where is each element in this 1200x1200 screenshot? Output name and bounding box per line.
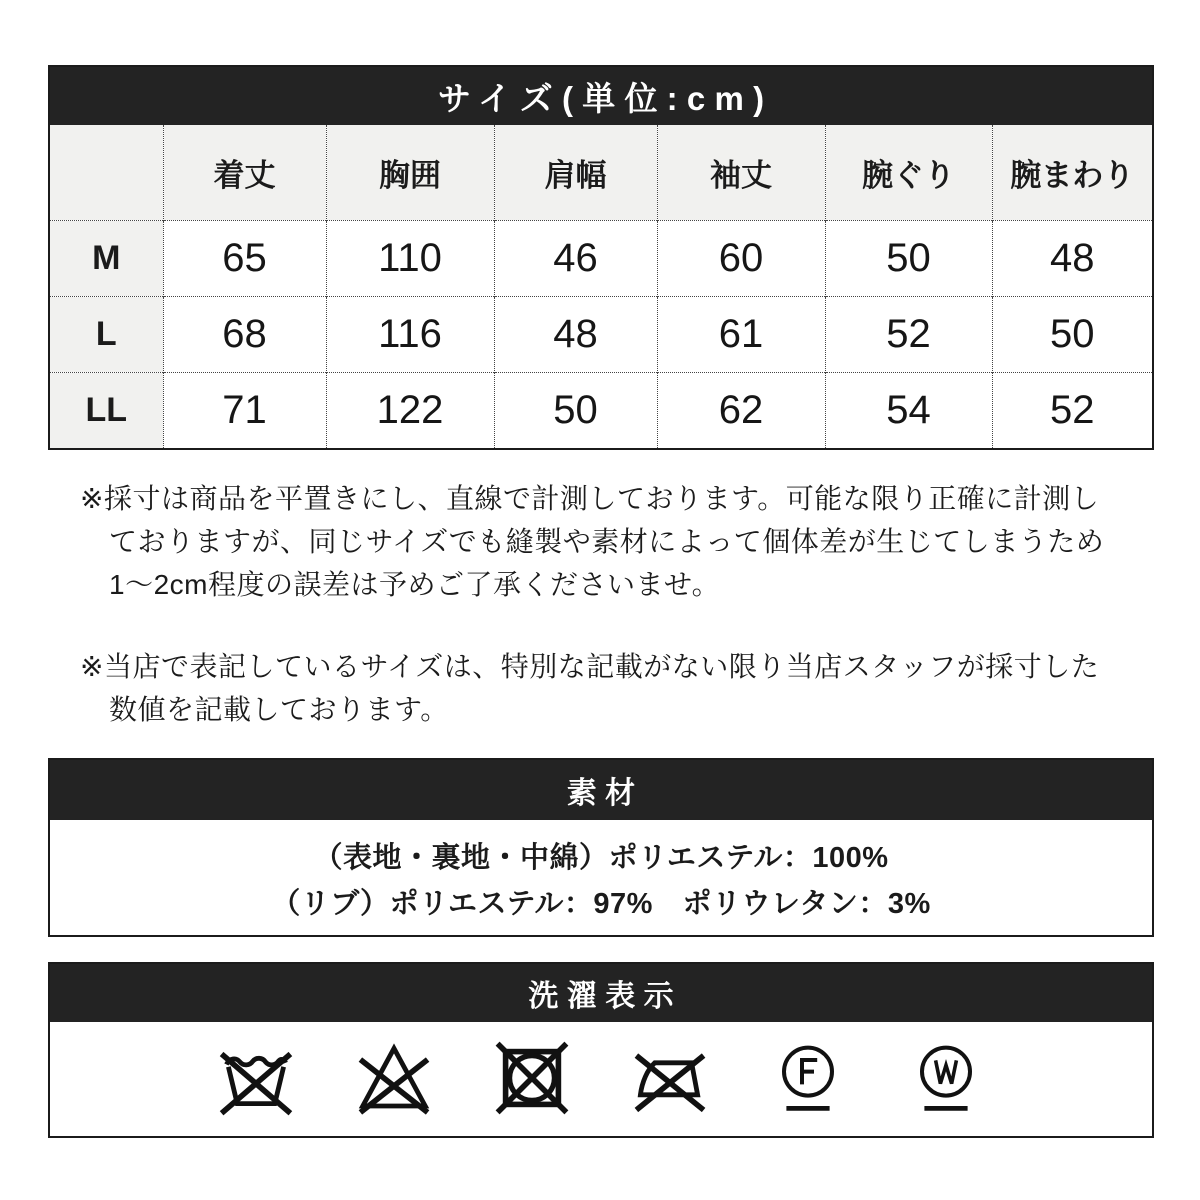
- dry-clean-petroleum-gentle-icon: [768, 1038, 848, 1118]
- size-value-cell: 122: [326, 373, 494, 449]
- size-value-cell: 52: [825, 297, 992, 373]
- column-header: 腕まわり: [992, 125, 1152, 221]
- table-row-ll: [50, 373, 1152, 449]
- table-row-m: [50, 221, 1152, 297]
- size-value-cell: 110: [326, 221, 494, 297]
- size-value-cell: 50: [825, 221, 992, 297]
- column-header: 胸囲: [326, 125, 494, 221]
- note-line: ておりますが、同じサイズでも縫製や素材によって個体差が生じてしまうため: [109, 526, 1105, 557]
- material-line: （表地・裏地・中綿）ポリエステル：100%: [313, 842, 889, 874]
- material-line: （リブ）ポリエステル：97% ポリウレタン：3%: [271, 888, 931, 920]
- sizing-policy-note: [80, 645, 1142, 731]
- size-value-cell: 62: [657, 373, 825, 449]
- size-value-cell: 52: [992, 373, 1152, 449]
- note-line: ※採寸は商品を平置きにし、直線で計測しております。可能な限り正確に計測し: [80, 483, 1100, 514]
- care-section-header: [50, 964, 1152, 1022]
- size-label: L: [50, 297, 163, 373]
- size-value-cell: 50: [992, 297, 1152, 373]
- size-table-section: [48, 65, 1154, 450]
- do-not-iron-icon: [630, 1038, 710, 1118]
- size-table-header-row: [50, 125, 1152, 221]
- do-not-wash-icon: [216, 1038, 296, 1118]
- care-section-title: 洗濯表示: [528, 980, 682, 1013]
- measurement-note: [80, 477, 1142, 606]
- care-icon-row: [50, 1038, 1152, 1118]
- corner-cell: [50, 125, 163, 221]
- material-section-title: 素材: [566, 777, 644, 810]
- column-header: 着丈: [163, 125, 326, 221]
- column-header: 肩幅: [494, 125, 657, 221]
- size-section-header: [50, 67, 1152, 125]
- note-line: ※当店で表記しているサイズは、特別な記載がない限り当店スタッフが採寸した: [80, 651, 1100, 682]
- size-value-cell: 65: [163, 221, 326, 297]
- size-value-cell: 116: [326, 297, 494, 373]
- column-header: 腕ぐり: [825, 125, 992, 221]
- do-not-tumble-dry-icon: [492, 1038, 572, 1118]
- size-value-cell: 54: [825, 373, 992, 449]
- note-line: 数値を記載しております。: [109, 694, 449, 725]
- note-line: 1〜2cm程度の誤差は予めご了承くださいませ。: [109, 569, 721, 600]
- size-section-title: サイズ(単位:cm): [437, 79, 774, 117]
- size-value-cell: 60: [657, 221, 825, 297]
- size-value-cell: 46: [494, 221, 657, 297]
- size-value-cell: 71: [163, 373, 326, 449]
- size-value-cell: 61: [657, 297, 825, 373]
- column-header: 袖丈: [657, 125, 825, 221]
- size-label: LL: [50, 373, 163, 449]
- size-value-cell: 50: [494, 373, 657, 449]
- wet-clean-gentle-icon: [906, 1038, 986, 1118]
- size-value-cell: 48: [494, 297, 657, 373]
- size-table: [50, 125, 1152, 448]
- care-section: [48, 962, 1154, 1138]
- size-value-cell: 68: [163, 297, 326, 373]
- size-label: M: [50, 221, 163, 297]
- material-content: [50, 820, 1152, 927]
- table-row-l: [50, 297, 1152, 373]
- material-section: [48, 758, 1154, 937]
- size-value-cell: 48: [992, 221, 1152, 297]
- material-section-header: [50, 760, 1152, 820]
- do-not-bleach-icon: [354, 1038, 434, 1118]
